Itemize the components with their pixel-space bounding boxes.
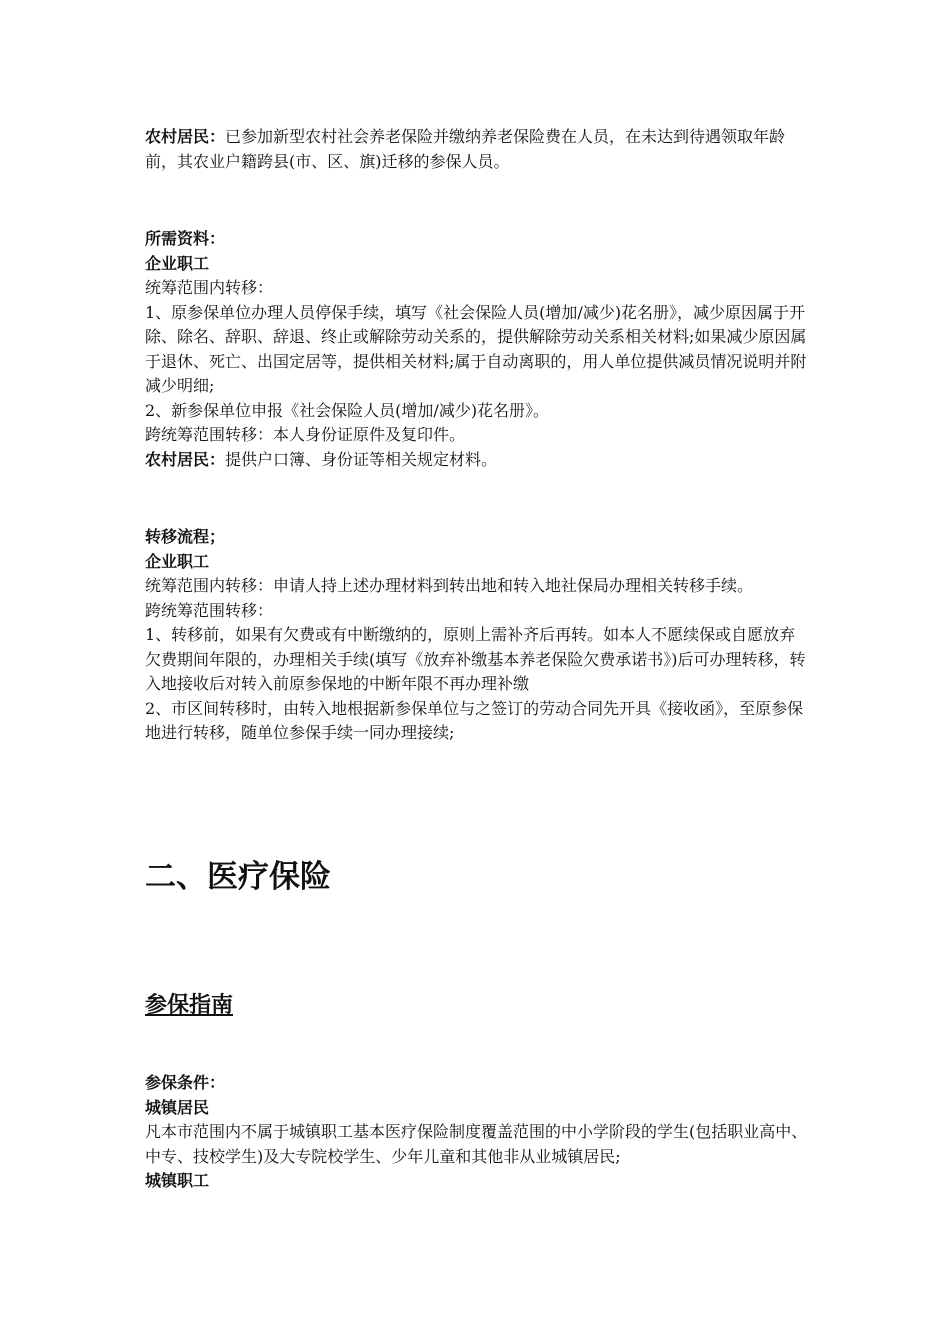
conditions-heading: 参保条件： xyxy=(145,1073,226,1092)
process-line-4: 2、市区间转移时，由转入地根据新参保单位与之签订的劳动合同先开具《接收函》，至原参保地进行转移，随单位参保手续一同办理接续; xyxy=(145,698,804,742)
urban-residents-text: 凡本市范围内不属于城镇职工基本医疗保险制度覆盖范围的中小学阶段的学生(包括职业高中、中专、技校学生)及大专院校学生、少年儿童和其他非从业城镇居民; xyxy=(145,1122,808,1166)
rural-eligibility-text: 已参加新型农村社会养老保险并缴纳养老保险费在人员，在未达到待遇领取年龄前，其农业户籍跨县(市、区、旗)迁移的参保人员。 xyxy=(145,127,786,171)
materials-rural-label: 农村居民： xyxy=(145,449,226,469)
materials-heading: 所需资料： xyxy=(145,229,226,248)
guide-heading: 参保指南 xyxy=(145,993,234,1018)
process-line-3: 1、转移前，如果有欠费或有中断缴纳的，原则上需补齐后再转。如本人不愿续保或自愿放弃欠费期间年限的，办理相关手续(填写《放弃补缴基本养老保险欠费承诺书》)后可办理转移，转入地接收后对转入前原参保地的中断年限不再办理补缴 xyxy=(145,625,806,693)
process-line-2: 跨统筹范围转移： xyxy=(145,600,274,620)
materials-line-3: 2、新参保单位申报《社会保险人员(增加/减少)花名册》。 xyxy=(145,400,550,420)
materials-line-1: 统筹范围内转移： xyxy=(145,278,274,297)
section-2-title: 二、医疗保险 xyxy=(145,859,331,895)
materials-line-2: 1、原参保单位办理人员停保手续，填写《社会保险人员(增加/减少)花名册》，减少原因属于开除、除名、辞职、辞退、终止或解除劳动关系的，提供解除劳动关系相关材料;如果减少原因属于退休、死亡、出国定居等，提供相关材料;属于自动离职的，用人单位提供减员情况说明并附减少明细; xyxy=(145,302,807,395)
materials-section xyxy=(145,227,810,472)
process-section xyxy=(145,525,810,746)
guide-heading-block xyxy=(145,991,810,1021)
urban-residents-subheading: 城镇居民 xyxy=(145,1097,210,1117)
rural-eligibility-paragraph xyxy=(145,125,810,174)
materials-line-4: 跨统筹范围转移：本人身份证原件及复印件。 xyxy=(145,425,466,444)
process-heading: 转移流程； xyxy=(145,527,226,546)
urban-employees-subheading: 城镇职工 xyxy=(145,1171,210,1190)
process-line-1: 统筹范围内转移：申请人持上述办理材料到转出地和转入地社保局办理相关转移手续。 xyxy=(145,576,754,595)
materials-enterprise-subheading: 企业职工 xyxy=(145,253,210,273)
rural-label: 农村居民： xyxy=(145,127,226,146)
conditions-section xyxy=(145,1071,810,1194)
materials-rural-text: 提供户口簿、身份证等相关规定材料。 xyxy=(225,449,498,469)
process-enterprise-subheading: 企业职工 xyxy=(145,551,210,571)
section-2-title-block xyxy=(145,857,810,897)
